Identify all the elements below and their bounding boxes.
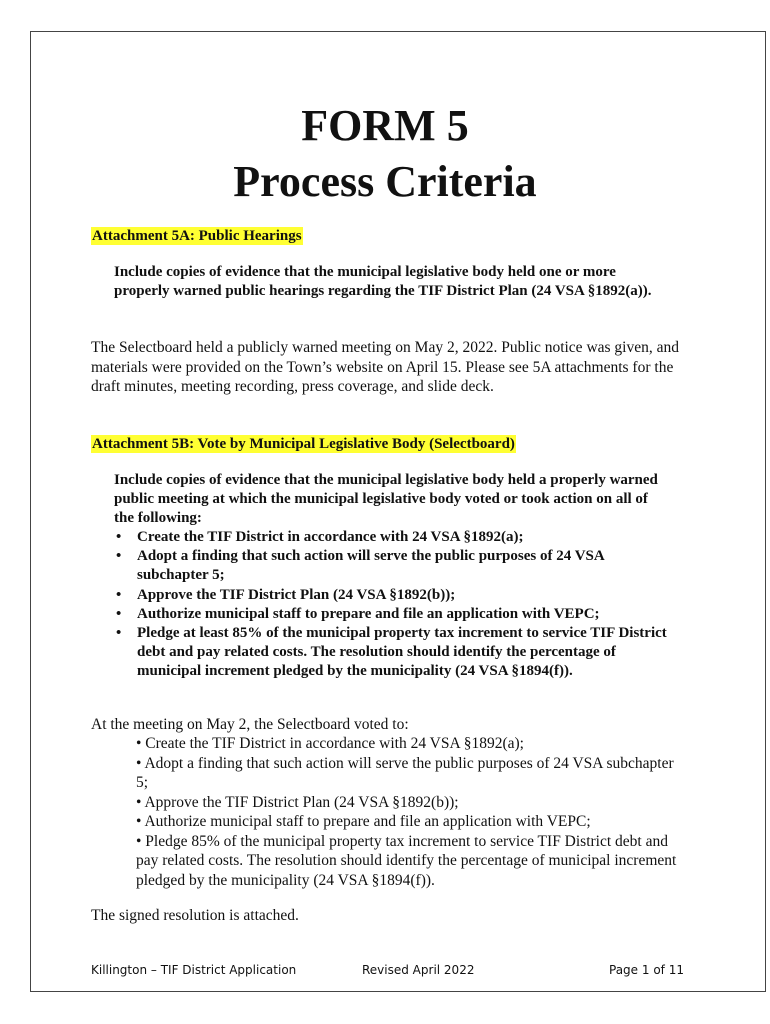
section-a-heading-text: Attachment 5A: Public Hearings xyxy=(92,228,302,244)
response-list xyxy=(136,734,681,890)
list-item: • Adopt a finding that such action will serve the public purposes of 24 VSA subchapter 5; xyxy=(136,754,674,791)
footer-page-number: Page 1 of 11 xyxy=(609,963,684,977)
list-item: • Create the TIF District in accordance with 24 VSA §1892(a); xyxy=(116,529,524,545)
form-subtitle: Process Criteria xyxy=(233,157,537,206)
list-item-text: Adopt a finding that such action will serve the public purposes of 24 VSA subchapter 5; xyxy=(137,548,604,584)
list-item: • Authorize municipal staff to prepare and file an application with VEPC; xyxy=(116,605,600,622)
list-item: • Create the TIF District in accordance with 24 VSA §1892(a); xyxy=(136,735,524,752)
section-b-heading-text: Attachment 5B: Vote by Municipal Legislative Body (Selectboard) xyxy=(92,436,515,452)
requirements-list xyxy=(114,528,674,682)
list-item: • Pledge 85% of the municipal property tax increment to service TIF District debt and pay related costs. The resolution should identify the percentage of municipal increment pledged by the municipality (24 VSA §1894(f)). xyxy=(136,832,677,889)
section-b-response-intro: At the meeting on May 2, the Selectboard voted to: xyxy=(91,716,409,733)
list-item: • Authorize municipal staff to prepare and file an application with VEPC; xyxy=(136,813,591,830)
section-a-response: The Selectboard held a publicly warned meeting on May 2, 2022. Public notice was given, and materials were provided on the Town’s website on April 15. Please see 5A attachments for the draft minutes, meeting recording, press coverage, and slide deck. xyxy=(91,339,679,395)
section-a-instruction: Include copies of evidence that the municipal legislative body held one or more properly warned public hearings regarding the TIF District Plan (24 VSA §1892(a)). xyxy=(114,264,652,300)
section-b-heading xyxy=(91,433,516,453)
form-title: FORM 5 xyxy=(301,101,469,150)
list-item-text: Pledge at least 85% of the municipal property tax increment to service TIF District debt and pay related costs. The resolution should identify the percentage of municipal increment pledged by the municipality (24 VSA §1894(f)). xyxy=(137,625,667,680)
closing-note: The signed resolution is attached. xyxy=(91,907,299,924)
list-item: • Pledge at least 85% of the municipal property tax increment to service TIF District debt and pay related costs. The resolution should identify the percentage of municipal increment pledged by the municipality (24 VSA §1894(f)). xyxy=(116,625,667,680)
list-item: • Approve the TIF District Plan (24 VSA §1892(b)); xyxy=(136,793,459,811)
list-item-text: Approve the TIF District Plan (24 VSA §1892(b)); xyxy=(137,586,456,603)
footer-document-name: Killington – TIF District Application xyxy=(91,963,297,977)
footer-revision: Revised April 2022 xyxy=(362,963,475,977)
section-b-instruction: Include copies of evidence that the municipal legislative body held a properly warned public meeting at which the municipal legislative body voted or took action on all of the following: xyxy=(114,472,658,527)
list-item: • Approve the TIF District Plan (24 VSA §1892(b)); xyxy=(116,586,456,603)
list-item-text: Authorize municipal staff to prepare and file an application with VEPC; xyxy=(137,605,600,622)
section-a-heading xyxy=(91,225,303,245)
list-item-text: Create the TIF District in accordance with 24 VSA §1892(a); xyxy=(137,529,524,545)
list-item: • Adopt a finding that such action will serve the public purposes of 24 VSA subchapter 5; xyxy=(116,548,604,584)
